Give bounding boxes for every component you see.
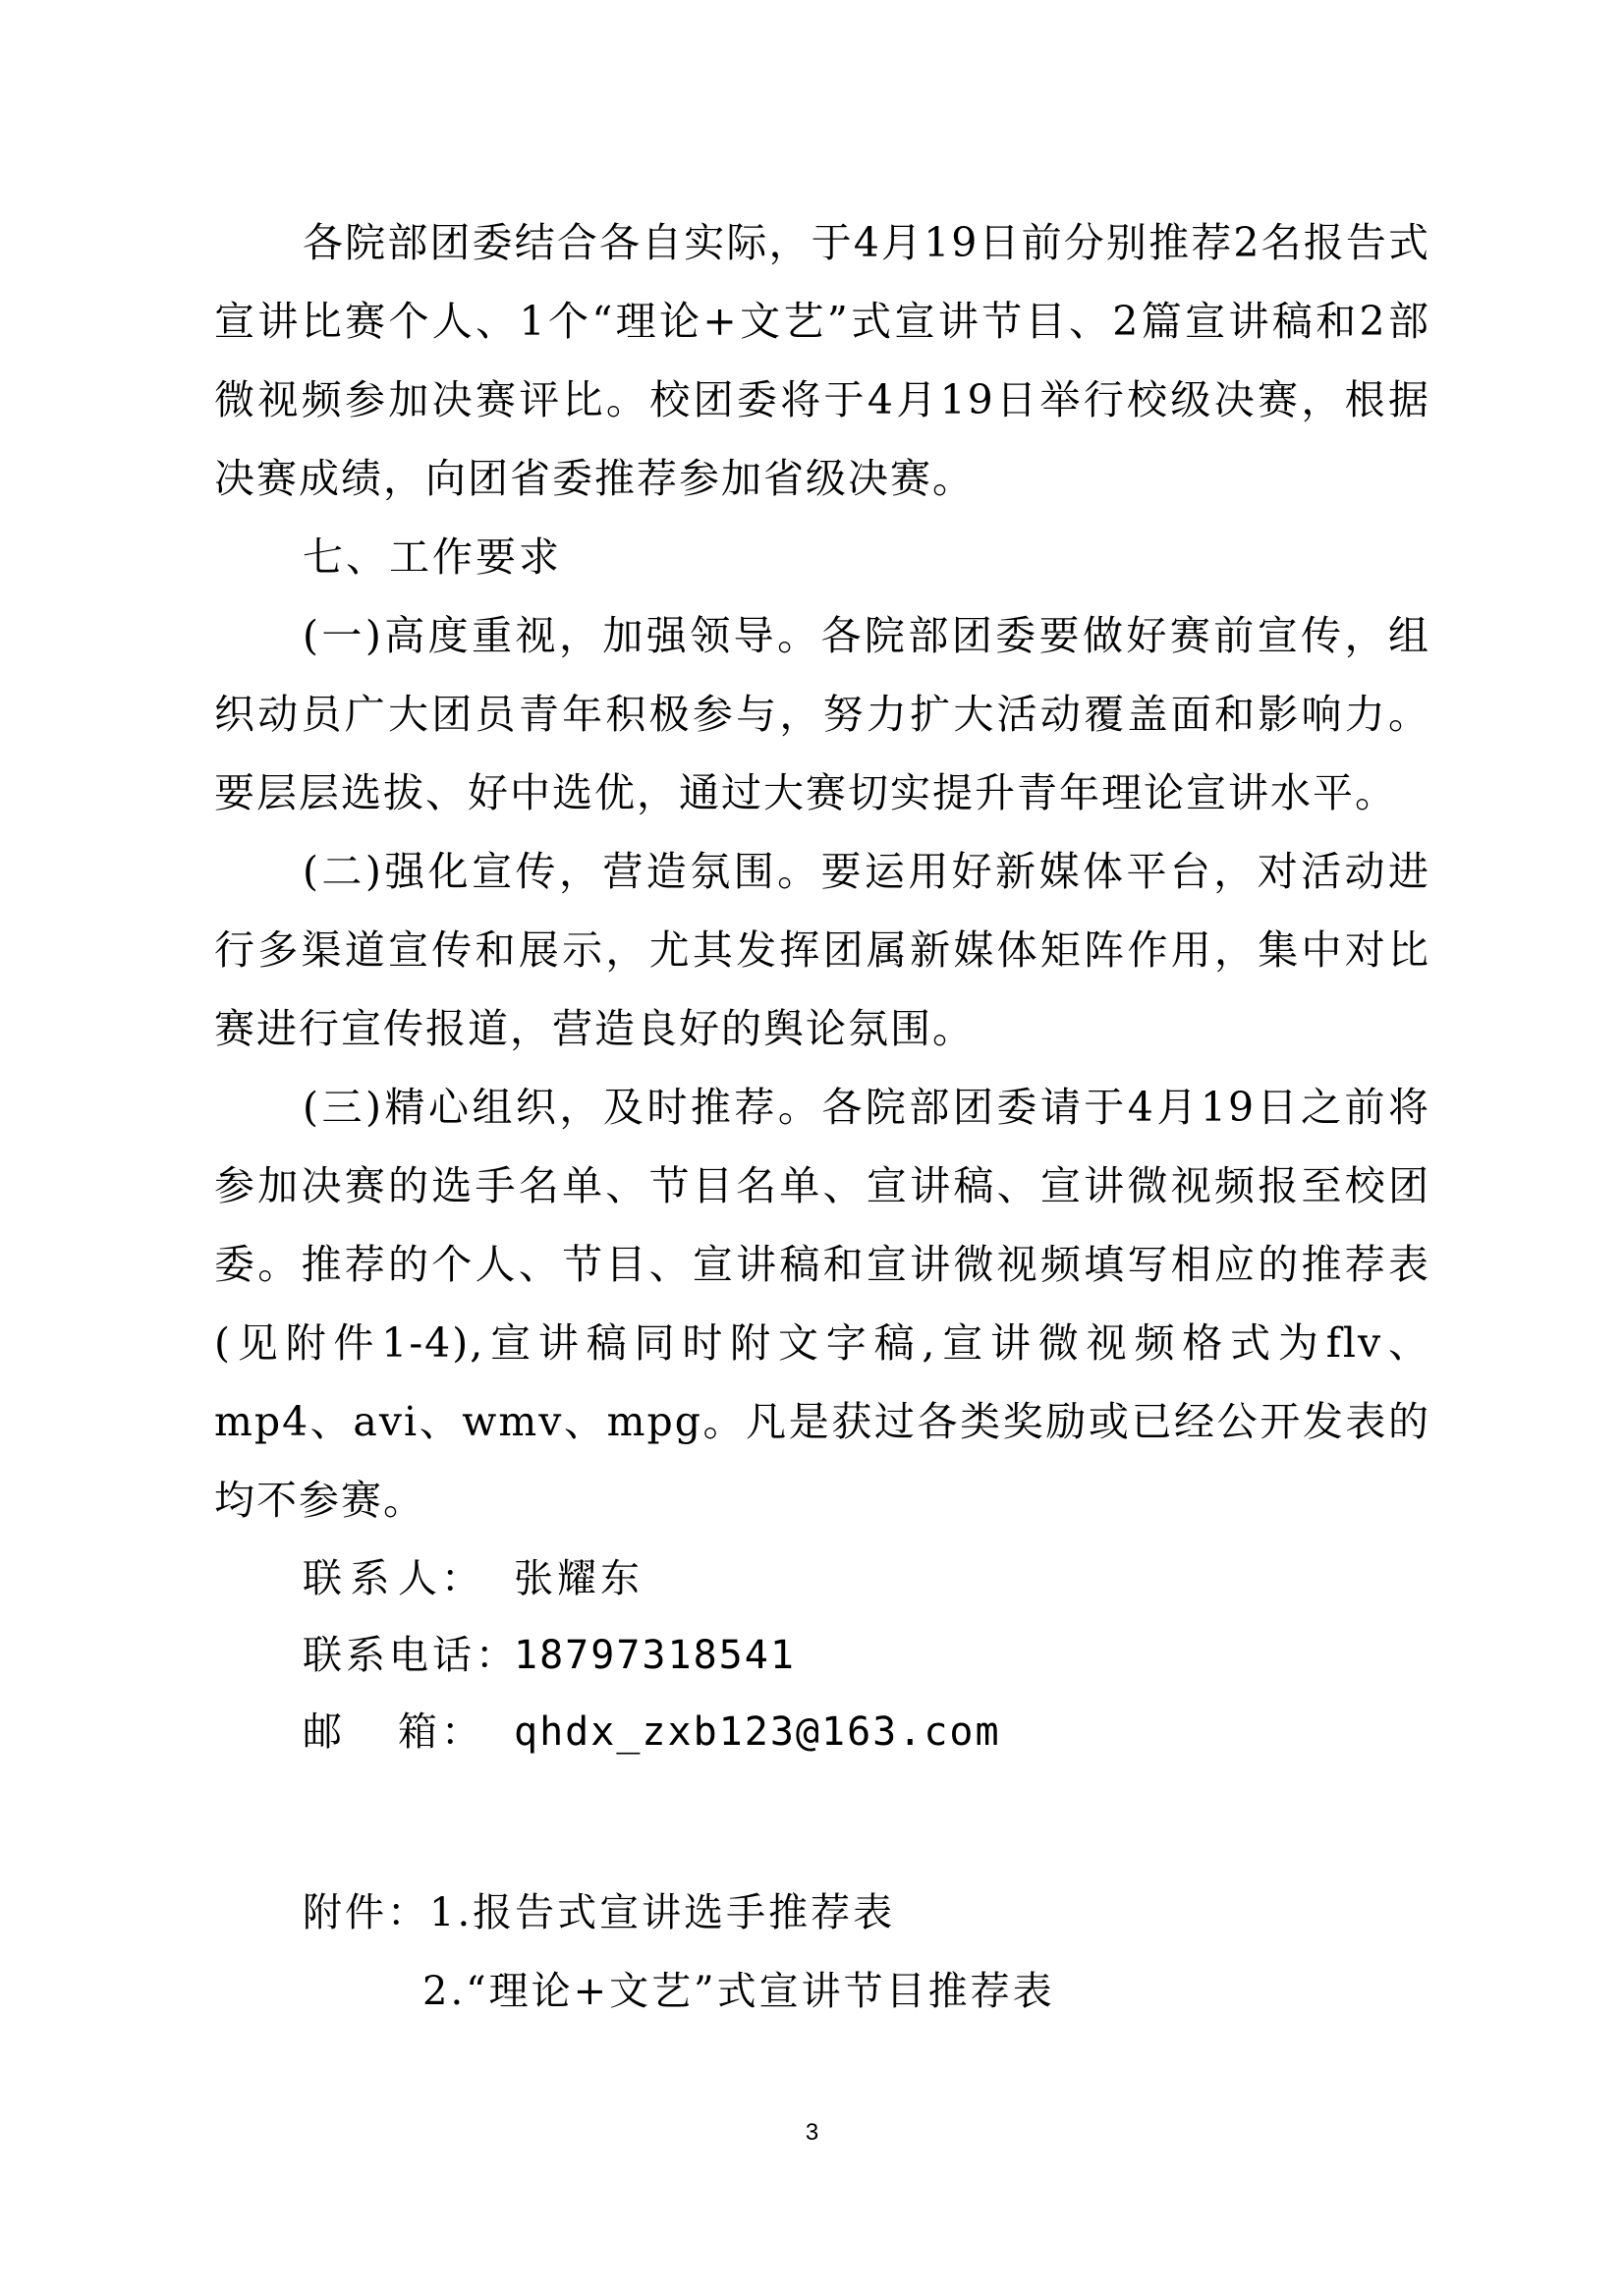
label-char: 人： [398,1556,484,1601]
main-body [214,203,1430,1540]
requirement-paragraph-2: (二)强化宣传，营造氛围。要运用好新媒体平台，对活动进行多渠道宣传和展示，尤其发挥团属新媒体矩阵作用，集中对比赛进行宣传报道，营造良好的舆论氛围。 [214,848,1430,1052]
label-char: 系 [350,1556,394,1601]
contact-person-name: 张耀东 [514,1556,644,1601]
contact-block [303,1540,1001,1770]
contact-email-row [303,1694,1001,1770]
contact-email-label [303,1694,484,1770]
label-char: 箱： [398,1709,484,1755]
attachment-row-2 [303,1952,1055,2031]
requirement-paragraph-3: (三)精心组织，及时推荐。各院部团委请于4月19日之前将参加决赛的选手名单、节目名单、宣讲稿、宣讲微视频报至校团委。推荐的个人、节目、宣讲稿和宣讲微视频填写相应的推荐表(见附件1-4),宣讲稿同时附文字稿,宣讲微视频格式为flv、mp4、avi、wmv、mpg。凡是获过各类奖励或已经公开发表的均不参赛。 [214,1084,1430,1524]
label-char: 联 [303,1556,346,1601]
contact-person-row [303,1540,1001,1617]
contact-phone-label: 联系电话： [303,1633,519,1678]
section-heading: 七、工作要求 [303,533,562,581]
page-number: 3 [805,2119,819,2146]
intro-paragraph: 各院部团委结合各自实际，于4月19日前分别推荐2名报告式宣讲比赛个人、1个“理论+文艺”式宣讲节目、2篇宣讲稿和2部微视频参加决赛评比。校团委将于4月19日举行校级决赛，根据决赛成绩，向团省委推荐参加省级决赛。 [214,219,1430,502]
label-char: 邮 [303,1709,346,1755]
attachment-item-1: 1.报告式宣讲选手推荐表 [429,1890,896,1935]
attachments-label: 附件： [303,1890,429,1935]
contact-person-label [303,1540,484,1617]
contact-phone-row [303,1617,1001,1694]
contact-phone-number: 18797318541 [514,1633,796,1678]
contact-email-address: qhdx_zxb123@163.com [514,1709,1001,1755]
requirement-paragraph-1: (一)高度重视，加强领导。各院部团委要做好赛前宣传，组织动员广大团员青年积极参与，努力扩大活动覆盖面和影响力。要层层选拔、好中选优，通过大赛切实提升青年理论宣讲水平。 [214,612,1430,816]
attachments-block [303,1874,1055,2031]
attachment-row-1 [303,1874,1055,1952]
attachment-item-2: 2.“理论+文艺”式宣讲节目推荐表 [422,1969,1055,2014]
